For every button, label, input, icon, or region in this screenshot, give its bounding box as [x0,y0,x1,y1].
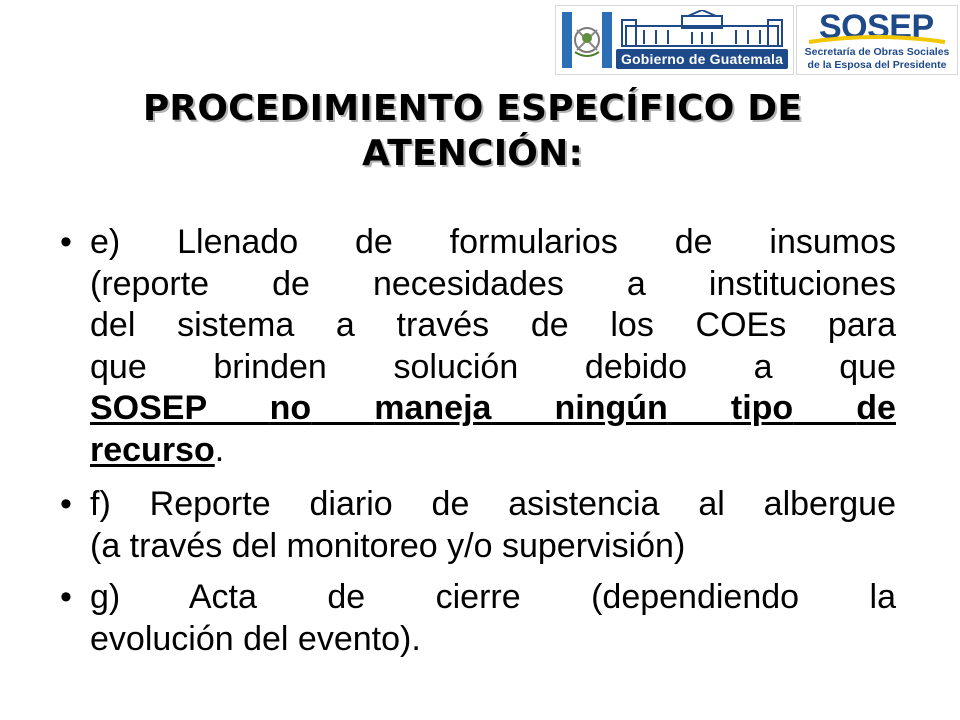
bullet-e-line1: e) Llenado de formularios de insumos [90,223,896,261]
bold-word: tipo [730,389,794,427]
bullet-f-line2: (a través del monitoreo y/o supervisión) [90,526,686,565]
sosep-subtitle-line2: de la Esposa del Presidente [807,59,947,71]
bullet-item-e [60,222,896,471]
bullet-item-g [60,577,896,660]
sosep-subtitle-line1: Secretaría de Obras Sociales [804,46,950,58]
bold-word: no [269,389,312,427]
bullet-marker: • [60,485,72,523]
bullet-e-line4: que brinden solución debido a que [90,347,896,386]
bullet-e-bold-line [90,388,896,430]
sosep-name: SOSEP [819,8,934,46]
bullet-e-period: . [214,430,225,469]
bullet-list [60,222,896,660]
national-palace-icon [616,10,788,48]
bullet-g-line1: g) Acta de cierre (dependiendo la [90,578,896,616]
bullet-marker: • [60,223,72,261]
bullet-g-line2: evolución del evento). [90,619,421,658]
bullet-e-line3: del sistema a través de los COEs para [90,306,896,344]
bullet-marker: • [60,578,72,616]
gobierno-de-guatemala-logo [555,5,794,75]
slide-title-line2: ATENCIÓN: [361,133,584,174]
bold-word-recurso: recurso [90,430,215,469]
sosep-logo [796,5,958,75]
bullet-e-last-line [90,430,896,472]
bold-word: de [856,389,896,427]
bold-word: SOSEP [90,389,207,427]
guatemala-crest-icon [562,12,612,68]
slide-title-line1: PROCEDIMIENTO ESPECÍFICO DE [142,88,803,129]
bullet-e-line2: (reporte de necesidades a instituciones [90,264,896,303]
bullet-f-line1: f) Reporte diario de asistencia al albergue [90,485,896,523]
bold-word: ningún [554,389,668,427]
slide-title [95,86,850,176]
gobierno-de-guatemala-label: Gobierno de Guatemala [616,49,788,69]
bold-word: maneja [374,389,492,427]
bullet-item-f [60,484,896,567]
